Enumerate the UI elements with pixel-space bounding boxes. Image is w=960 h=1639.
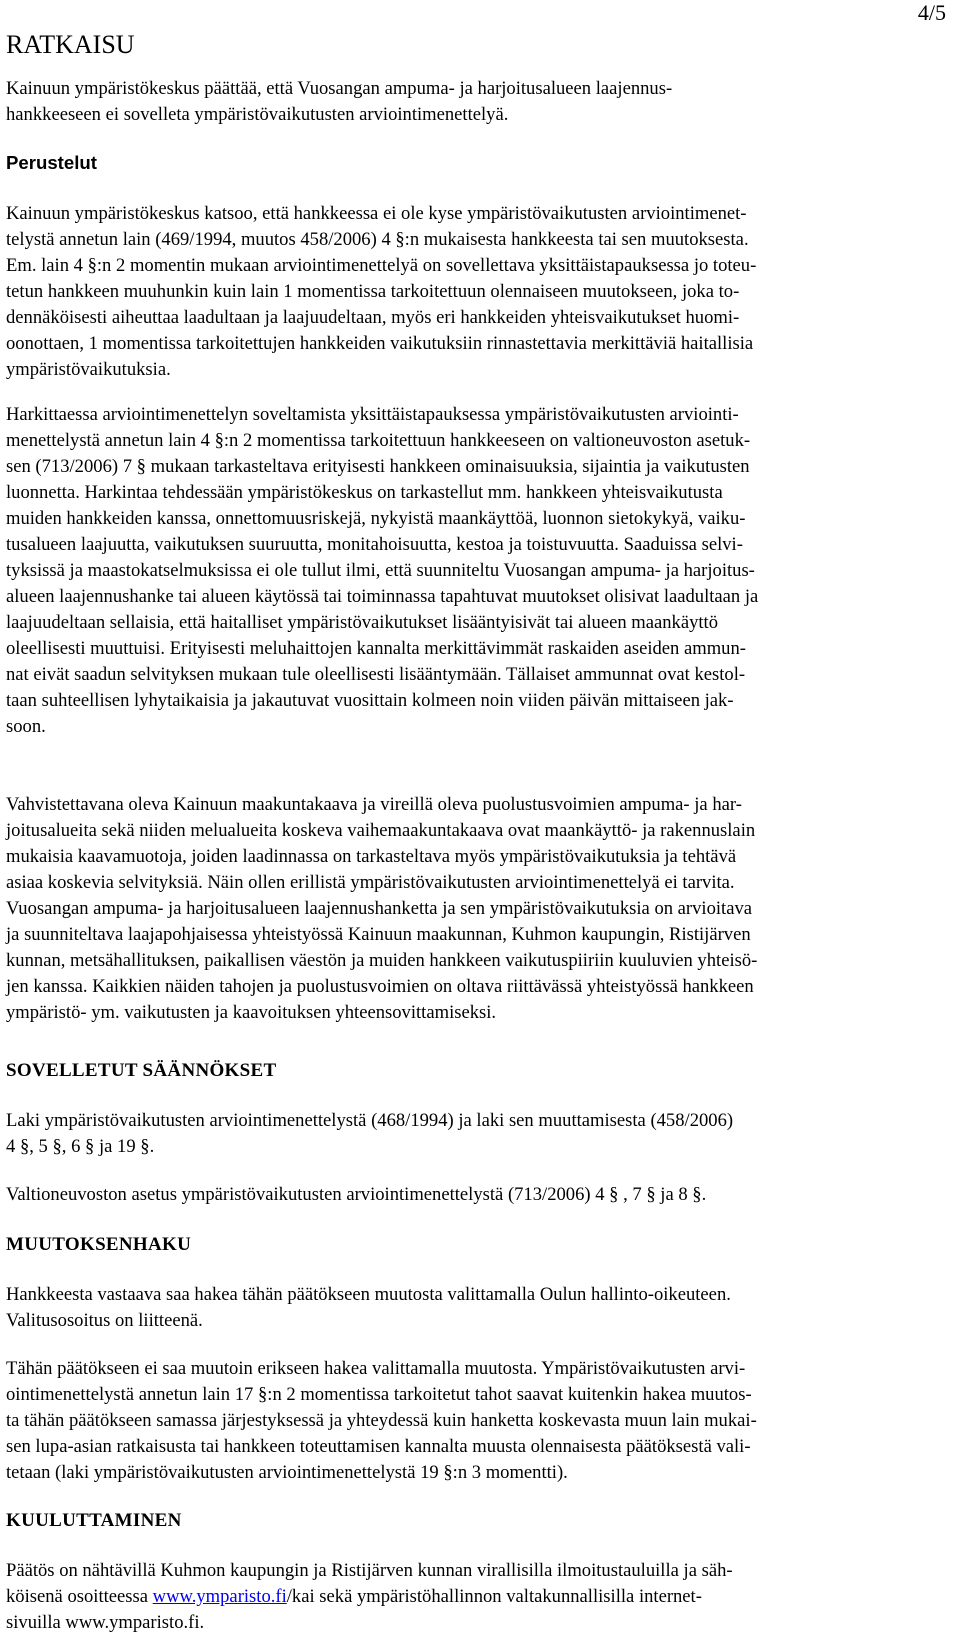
- decision-text: Kainuun ympäristökeskus päättää, että Vuosangan ampuma- ja harjoitusalueen laajennus- hankkeeseen ei sovelleta ympäristövaikutusten arviointimenettelyä.: [6, 78, 673, 125]
- ymparisto-link[interactable]: www.ymparisto.fi: [152, 1586, 287, 1607]
- sovelletut-paragraph-2: Valtioneuvoston asetus ympäristövaikutusten arviointimenettelystä (713/2006) 4 § , 7 § ja 8 §.: [6, 1184, 707, 1205]
- muutoksenhaku-paragraph-2: Tähän päätökseen ei saa muutoin erikseen hakea valittamalla muutosta. Ympäristövaikutusten arvi- ointimenettelystä annetun lain 17 §:n 2 momentissa tarkoitetut tahot saavat kuitenkin hakea muutos- ta tähän päätökseen samassa järjestyksessä ja yhteydessä kuin hanketta koskevasta muun lain mukai- sen lupa-asian ratkaisusta tai hankkeen toteuttamisen kannalta muusta olennaisesta päätöksestä vali- tetaan (laki ympäristövaikutusten arviointimenettelystä 19 §:n 3 momentti).: [6, 1358, 757, 1483]
- sovelletut-heading: SOVELLETUT SÄÄNNÖKSET: [6, 1060, 277, 1081]
- perustelut-paragraph-2: Harkittaessa arviointimenettelyn soveltamista yksittäistapauksessa ympäristövaikutusten arvioin​ti- menettelystä annetun lain 4 §:n 2 momentissa tarkoitettuun hankkeeseen on valtioneuvoston asetuk- sen (713/2006) 7 § mukaan tarkasteltava erityisesti hankkeen ominaisuuksia, sijaintia ja vaikutusten luonnetta. Harkintaa tehdessään ympäristökeskus on tarkastellut mm. hankkeen yhteisvaikutusta muiden hankkeiden kanssa, onnettomuusriskejä, nykyistä maankäyttöä, luonnon sietokykyä, vaiku- tusalueen laajuutta, vaikutuksen suuruutta, monitahoisuutta, kestoa ja toistuvuutta. Saaduissa selvi- tyksissä ja maastokatselmuksissa ei ole tullut ilmi, että suunniteltu Vuosangan ampuma- ja harjoitus- alueen laajennushanke tai alueen käytössä tai toiminnassa tapahtuvat muutokset olisivat laadultaan ja laajuudeltaan sellaisia, että haitalliset ympäristövaikutukset lisääntyisivät tai alueen maankäyttö oleellisesti muuttuisi. Erityisesti meluhaittojen kannalta merkittävimmät raskaiden aseiden ammun- nat eivät saadun selvityksen mukaan tule oleellisesti lisääntymään. Tällaiset ammunnat ovat kestol- taan suhteellisen lyhytaikaisia ja jakautuvat vuosittain kolmeen noin viiden päivän mittaiseen jak- soon.: [6, 404, 759, 737]
- kuuluttaminen-heading: KUULUTTAMINEN: [6, 1510, 182, 1531]
- section-heading-ratkaisu: RATKAISU: [6, 30, 135, 59]
- page-number: 4/5: [917, 0, 946, 25]
- sovelletut-paragraph-1: Laki ympäristövaikutusten arviointimenettelystä (468/1994) ja laki sen muuttamisesta (458/2006) 4 §, 5 §, 6 § ja 19 §.: [6, 1110, 734, 1157]
- muutoksenhaku-heading: MUUTOKSENHAKU: [6, 1234, 192, 1255]
- decision-paragraph: [6, 76, 954, 128]
- perustelut-paragraph-1: Kainuun ympäristökeskus katsoo, että hankkeessa ei ole kyse ympäristövaikutusten arviointimenet- telystä annetun lain (469/1994, muutos 458/2006) 4 §:n mukaisesta hankkeesta tai sen muutoksesta. Em. lain 4 §:n 2 momentin mukaan arviointimenettelyä on sovellettava yksittäistapauksessa jo toteu- tetun hankkeen muuhunkin kuin lain 1 momentissa tarkoitettuun olennaiseen muutokseen, joka to- dennäköisesti aiheuttaa laadultaan ja laajuudeltaan, myös eri hankkeiden yhteisvaikutukset huomi- oonottaen, 1 momentissa tarkoitettujen hankkeiden vaikutuksiin rinnastettavia merkittäviä haitallisia ympäristövaikutuksia.: [6, 203, 757, 380]
- kuuluttaminen-paragraph: Päätös on nähtävillä Kuhmon kaupungin ja Ristijärven kunnan virallisilla ilmoitustauluilla ja säh- köisenä osoitteessa www.ymparisto.fi/kai sekä ympäristöhallinnon valtakunnallisilla internet- sivuilla www.ymparisto.fi.: [6, 1560, 733, 1633]
- perustelut-paragraph-3: Vahvistettavana oleva Kainuun maakuntakaava ja vireillä oleva puolustusvoimien ampuma- ja har- joitusalueita sekä niiden melualueita koskeva vaihemaakuntakaava ovat maankäyttö- ja rakennuslain mukaisia kaavamuotoja, joiden laadinnassa on tarkasteltava myös ympäristövaikutuksia ja tehtävä asiaa koskevia selvityksiä. Näin ollen erillistä ympäristövaikutusten arviointimenettelyä ei tarvita. Vuosangan ampuma- ja harjoitusalueen laajennushanketta ja sen ympäristövaikutuksia on arvioitava ja suunniteltava laajapohjaisessa yhteistyössä Kainuun maakunnan, Kuhmon kaupungin, Ristijärven kunnan, metsähallituksen, paikallisen väestön ja muiden hankkeen vaikutuspiiriin kuuluvien yhteisö- jen kanssa. Kaikkien näiden tahojen ja puolustusvoimien on oltava riittävässä yhteistyössä hankkeen ympäristö- ym. vaikutusten ja kaavoituksen yhteensovittamiseksi.: [6, 794, 758, 1023]
- muutoksenhaku-paragraph-1: Hankkeesta vastaava saa hakea tähän päätökseen muutosta valittamalla Oulun hallinto-oikeuteen. Valitusosoitus on liitteenä.: [6, 1284, 731, 1331]
- perustelut-heading: Perustelut: [6, 152, 97, 173]
